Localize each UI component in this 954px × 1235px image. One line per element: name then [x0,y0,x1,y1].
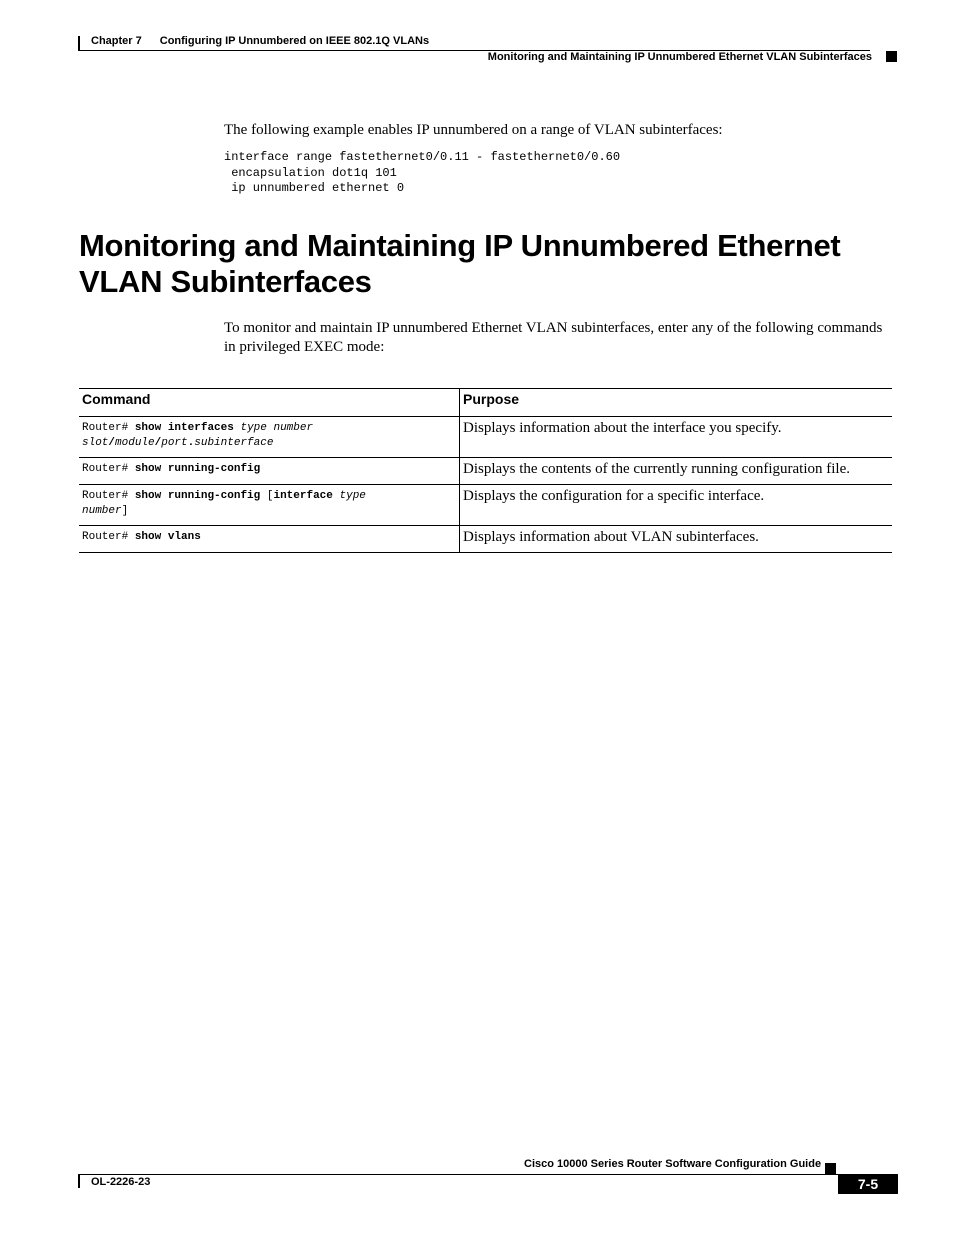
page-number: 7-5 [838,1174,898,1194]
footer-rule [78,1174,838,1175]
intro-text: The following example enables IP unnumbered on a range of VLAN subinterfaces: [224,122,723,138]
bracket-close: ] [121,505,129,517]
section-paragraph: To monitor and maintain IP unnumbered Ethernet VLAN subinterfaces, enter any of the following commands in privileged EXEC mode: [224,320,883,355]
command-cell [79,458,460,485]
prompt: Router# [82,490,129,502]
command-keyword: show interfaces [134,422,234,434]
command-table [79,388,892,553]
code-line: interface range fastethernet0/0.11 - fastethernet0/0.60 [224,150,621,164]
prompt: Router# [82,463,129,475]
purpose-cell: Displays information about the interface you specify. [463,420,782,436]
section-heading: Monitoring and Maintaining IP Unnumbered Ethernet VLAN Subinterfaces [79,228,841,299]
footer-marker-block [825,1163,836,1174]
footer-doc-number: OL-2226-23 [91,1176,151,1188]
table-row [79,417,892,458]
table-row [79,485,892,526]
code-line: ip unnumbered ethernet 0 [224,181,405,195]
command-argument: type number [240,422,314,434]
command-keyword: show vlans [134,531,201,543]
running-header-chapter [91,35,429,47]
footer-left-bar [78,1174,80,1188]
chapter-label: Chapter 7 [91,35,142,47]
command-separator: / [154,437,162,449]
purpose-cell: Displays the contents of the currently running configuration file. [463,461,850,477]
prompt: Router# [82,422,129,434]
command-keyword: show running-config [134,463,261,475]
command-separator: / [108,437,116,449]
code-example [224,150,620,197]
command-argument: port [161,437,188,449]
purpose-cell: Displays the configuration for a specific interface. [463,488,765,504]
command-argument: type [339,490,366,502]
chapter-title: Configuring IP Unnumbered on IEEE 802.1Q VLANs [159,35,430,47]
command-cell [79,485,460,526]
code-line: encapsulation dot1q 101 [224,165,397,180]
command-cell [79,417,460,458]
column-header-command: Command [79,389,460,417]
table-row [79,526,892,553]
bracket-open: [ [266,490,274,502]
prompt: Router# [82,531,129,543]
command-cell [79,526,460,553]
command-argument: module [115,437,155,449]
header-left-bar [78,36,80,50]
command-argument: subinterface [194,437,274,449]
command-keyword: interface [273,490,333,502]
running-header-section: Monitoring and Maintaining IP Unnumbered Ethernet VLAN Subinterfaces [487,51,872,63]
column-header-purpose: Purpose [463,391,520,407]
header-marker-block [886,51,897,62]
command-keyword: show running-config [134,490,261,502]
table-header-row [79,389,892,417]
command-separator: . [187,437,195,449]
command-argument: number [82,505,122,517]
command-argument: slot [82,437,109,449]
table-row [79,458,892,485]
purpose-cell: Displays information about VLAN subinterfaces. [463,529,759,545]
footer-guide-title: Cisco 10000 Series Router Software Configuration Guide [524,1158,822,1170]
